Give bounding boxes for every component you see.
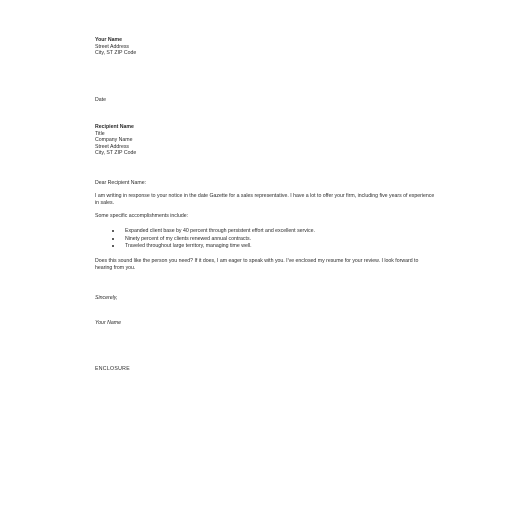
- list-item: [95, 228, 315, 236]
- signature-name: Your Name: [95, 320, 121, 326]
- list-item: [95, 243, 315, 251]
- list-item-text: Expanded client base by 40 percent through persistent effort and excellent service.: [125, 228, 315, 234]
- sender-street: Street Address: [95, 43, 130, 50]
- recipient-block: [95, 124, 136, 157]
- date-label: Date: [95, 97, 106, 103]
- closing: Sincerely,: [95, 295, 118, 301]
- sender-name: Your Name: [95, 37, 123, 43]
- enclosure-label: ENCLOSURE: [95, 366, 130, 372]
- recipient-city: City, ST ZIP Code: [95, 150, 137, 157]
- recipient-title: Title: [95, 130, 105, 137]
- recipient-name: Recipient Name: [95, 124, 134, 130]
- body-paragraph-1: I am writing in response to your notice in the date Gazette for a sales representative. I have a lot to offer your firm, including five years of experience in sales.: [95, 193, 435, 206]
- accomplishments-intro: Some specific accomplishments include:: [95, 213, 189, 219]
- bullet-icon: [112, 230, 114, 232]
- bullet-icon: [112, 238, 114, 240]
- sender-block: [95, 37, 136, 57]
- salutation: Dear Recipient Name:: [95, 180, 147, 186]
- recipient-company: Company Name: [95, 137, 133, 144]
- bullet-icon: [112, 245, 114, 247]
- recipient-street: Street Address: [95, 143, 130, 150]
- body-paragraph-2: Does this sound like the person you need? If it does, I am eager to speak with you. I've enclosed my resume for your review. I look forward to hearing from you.: [95, 258, 419, 271]
- list-item: [95, 236, 315, 244]
- list-item-text: Ninety percent of my clients renewed annual contracts.: [125, 235, 252, 242]
- accomplishments-list: [95, 228, 315, 251]
- sender-city: City, ST ZIP Code: [95, 50, 137, 57]
- list-item-text: Traveled throughout large territory, managing time well.: [125, 243, 252, 250]
